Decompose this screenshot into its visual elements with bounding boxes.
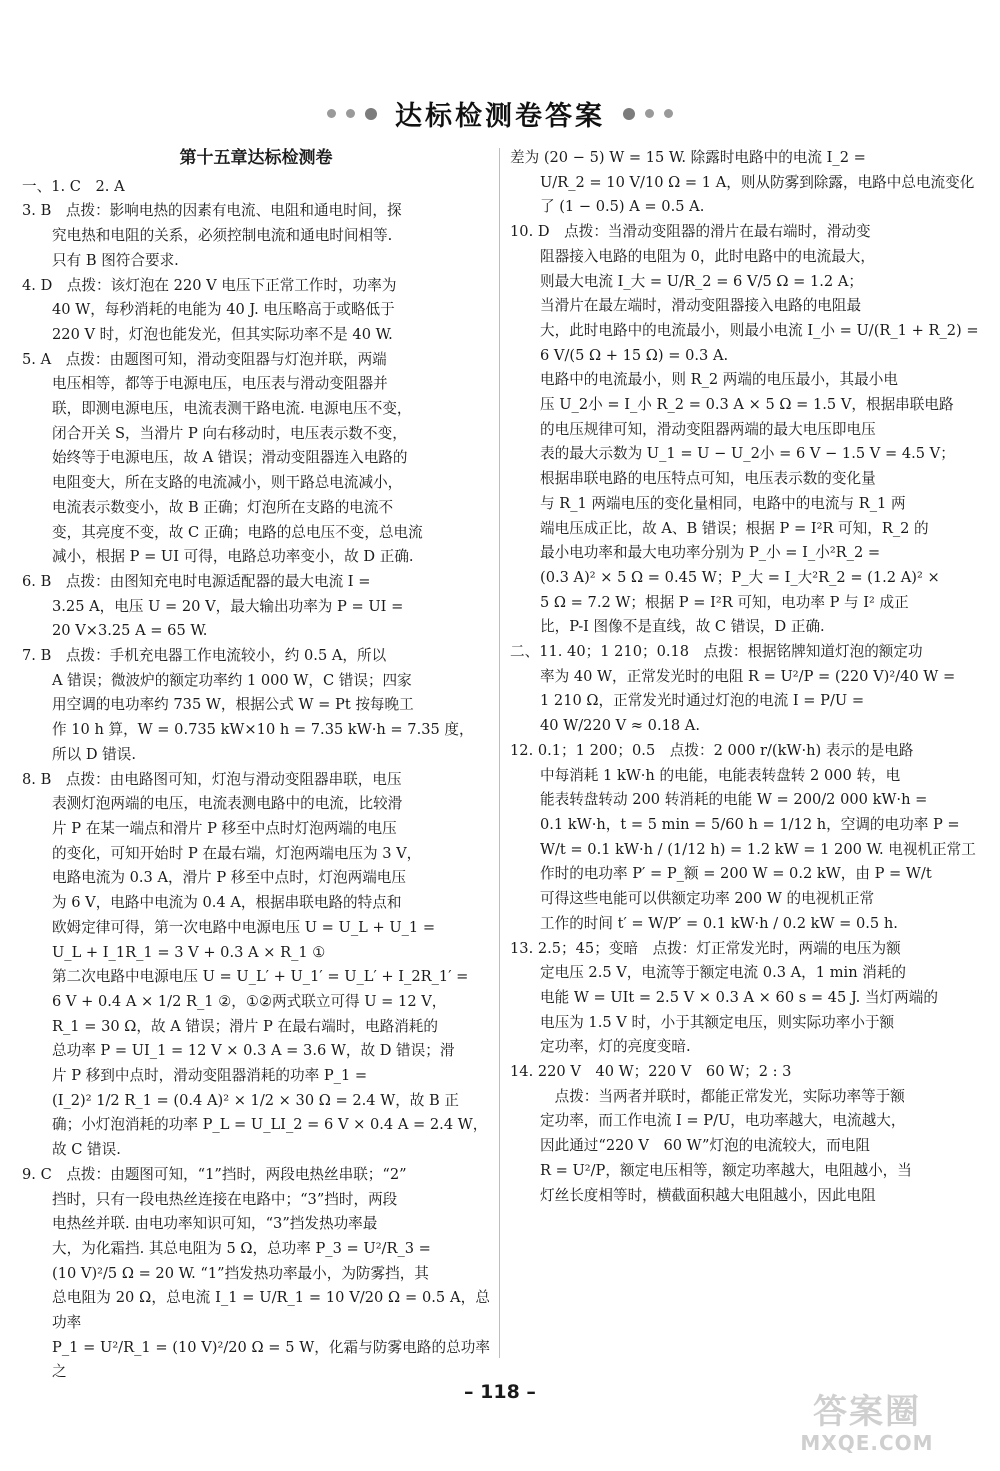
answer-line: R_1 = 30 Ω，故 A 错误；滑片 P 在最右端时，电路消耗的 [52, 1017, 438, 1035]
answer-line: 片 P 在某一端点和滑片 P 移至中点时灯泡两端的电压 [52, 819, 397, 837]
answer-line: 确；小灯泡消耗的功率 P_L = U_LI_2 = 6 V × 0.4 A = 2.4 W， [52, 1116, 488, 1134]
answer-line: 8. B 点拨：由电路图可知，灯泡与滑动变阻器串联，电压 [22, 770, 402, 788]
answer-line: 4. D 点拨：该灯泡在 220 V 电压下正常工作时，功率为 [22, 276, 397, 294]
answer-line: 中每消耗 1 kW·h 的电能，电能表转盘转 2 000 转，电 [540, 766, 901, 784]
answer-line: 14. 220 V 40 W；220 V 60 W；2 : 3 [510, 1063, 792, 1081]
answer-line: 差为 (20 − 5) W = 15 W. 除露时电路中的电流 I_2 = [510, 149, 866, 166]
answer-line: 20 V×3.25 A = 65 W. [52, 622, 208, 640]
answer-line: 变，其亮度不变，故 C 正确；电路的总电压不变，总电流 [52, 523, 423, 541]
answer-line: 比，P-I 图像不是直线，故 C 错误，D 正确. [540, 618, 825, 636]
answer-line: 灯丝长度相等时，横截面积越大电阻越小，因此电阻 [540, 1186, 876, 1204]
answer-line: 总电阻为 20 Ω，总电流 I_1 = U/R_1 = 10 V/20 Ω = 0.5 A，总功率 [52, 1289, 490, 1332]
decor-dot-icon [327, 109, 336, 118]
answer-item [22, 644, 490, 768]
left-column [22, 146, 490, 1385]
answer-line: 欧姆定律可得，第一次电路中电源电压 U = U_L + U_1 = [52, 918, 436, 936]
answer-item [510, 146, 980, 220]
answer-line: 则最大电流 I_大 = U/R_2 = 6 V/5 Ω = 1.2 A； [540, 272, 863, 290]
answer-line: 3.25 A，电压 U = 20 V，最大输出功率为 P = UI = [52, 597, 404, 615]
answer-line: 表测灯泡两端的电压，电流表测电路中的电流，比较滑 [52, 795, 403, 813]
answer-line: 6 V/(5 Ω + 15 Ω) = 0.3 A. [540, 346, 729, 364]
decor-dot-icon [365, 108, 377, 120]
answer-line: 压 U_2小 = I_小 R_2 = 0.3 A × 5 Ω = 1.5 V，根据串联电路 [540, 396, 954, 414]
column-divider [499, 148, 500, 1358]
answer-line: 第二次电路中电源电压 U = U_L′ + U_1′ = U_L′ + I_2R_1′ = [52, 968, 469, 986]
answer-item [22, 768, 490, 1163]
answer-line: 因此通过“220 V 60 W”灯泡的电流较大，而电阻 [540, 1137, 870, 1155]
answer-line: 1 210 Ω，正常发光时通过灯泡的电流 I = P/U = [540, 692, 865, 710]
watermark-text: 答案圈 [813, 1392, 921, 1432]
answer-line: 根据串联电路的电压特点可知，电压表示数的变化量 [540, 470, 876, 488]
answer-line: 5. A 点拨：由题图可知，滑动变阻器与灯泡并联，两端 [22, 350, 387, 368]
answer-line: 故 C 错误. [52, 1141, 121, 1159]
answer-line: 作时的电功率 P′ = P_额 = 200 W = 0.2 kW，由 P = W/t [540, 865, 932, 883]
answer-line: 率为 40 W，正常发光时的电阻 R = U²/P = (220 V)²/40 W = [540, 667, 956, 685]
watermark-url: MXQE.COM [800, 1431, 934, 1455]
answer-line: 能表转盘转动 200 转消耗的电能 W = 200/2 000 kW·h = [540, 791, 928, 809]
answer-line: 端电压成正比，故 A、B 错误；根据 P = I²R 可知，R_2 的 [540, 519, 929, 537]
answer-line: 挡时，只有一段电热丝连接在电路中；“3”挡时，两段 [52, 1190, 398, 1208]
answer-line: 联，即测电源电压，电流表测干路电流. 电源电压不变， [52, 400, 412, 418]
decor-dot-icon [664, 109, 673, 118]
decor-dot-icon [623, 108, 635, 120]
answer-line: 表的最大示数为 U_1 = U − U_2小 = 6 V − 1.5 V = 4.5 V； [540, 445, 955, 463]
answer-line: 的电压规律可知，滑动变阻器两端的最大电压即电压 [540, 420, 876, 438]
answer-line: 定功率，灯的亮度变暗. [540, 1038, 691, 1056]
answer-item [22, 175, 490, 200]
answer-line: R = U²/P，额定电压相等，额定功率越大，电阻越小，当 [540, 1161, 912, 1179]
answer-line: 工作的时间 t′ = W/P′ = 0.1 kW·h / 0.2 kW = 0.5 h. [540, 914, 898, 932]
answer-line: 5 Ω = 7.2 W；根据 P = I²R 可知，电功率 P 与 I² 成正 [540, 593, 909, 611]
page-title: 达标检测卷答案 [395, 101, 605, 132]
answer-line: 10. D 点拨：当滑动变阻器的滑片在最右端时，滑动变 [510, 223, 871, 241]
answer-item [510, 937, 980, 1061]
answer-line: 电压为 1.5 V 时，小于其额定电压，则实际功率小于额 [540, 1013, 895, 1031]
decor-dot-icon [346, 109, 355, 118]
answer-line: 电路电流为 0.3 A，滑片 P 移至中点时，灯泡两端电压 [52, 869, 407, 887]
decor-dot-icon [645, 109, 654, 118]
answer-line: 究电热和电阻的关系，必须控制电流和通电时间相等. [52, 227, 393, 245]
answer-line: 当滑片在最左端时，滑动变阻器接入电路的电阻最 [540, 297, 862, 315]
answer-line: P_1 = U²/R_1 = (10 V)²/20 Ω = 5 W，化霜与防雾电路的总功率之 [52, 1338, 490, 1381]
page-header [0, 94, 1000, 133]
answer-line: 0.1 kW·h，t = 5 min = 5/60 h = 1/12 h，空调的电功率 P = [540, 815, 960, 833]
answer-line: 定电压 2.5 V，电流等于额定电流 0.3 A，1 min 消耗的 [540, 964, 907, 982]
answer-line: 电路中的电流最小，则 R_2 两端的电压最小，其最小电 [540, 371, 898, 389]
answer-line: 大，为化霜挡. 其总电阻为 5 Ω，总功率 P_3 = U²/R_3 = [52, 1239, 431, 1257]
answer-line: 13. 2.5；45；变暗 点拨：灯正常发光时，两端的电压为额 [510, 939, 901, 957]
answer-line: 220 V 时，灯泡也能发光，但其实际功率不是 40 W. [52, 325, 393, 343]
answer-line: 40 W/220 V ≈ 0.18 A. [540, 717, 700, 735]
answer-line: 用空调的电功率约 735 W，根据公式 W = Pt 按每晚工 [52, 696, 414, 714]
answer-line: 所以 D 错误. [52, 745, 136, 763]
answer-line: 电阻变大，所在支路的电流减小，则干路总电流减小， [52, 474, 403, 492]
answer-line: 为 6 V，电路中电流为 0.4 A，根据串联电路的特点和 [52, 894, 402, 912]
answer-line: 7. B 点拨：手机充电器工作电流较小，约 0.5 A，所以 [22, 647, 387, 665]
answer-item [510, 220, 980, 640]
answer-line: 12. 0.1；1 200；0.5 点拨：2 000 r/(kW·h) 表示的是电路 [510, 741, 914, 759]
answer-line: 一、1. C 2. A [22, 177, 125, 195]
answer-line: 与 R_1 两端电压的变化量相同，电路中的电流与 R_1 两 [540, 494, 906, 512]
answer-line: (10 V)²/5 Ω = 20 W. “1”挡发热功率最小，为防雾挡，其 [52, 1264, 429, 1282]
answer-line: 的变化，可知开始时 P 在最右端，灯泡两端电压为 3 V， [52, 844, 422, 862]
page-number: – 118 – [464, 1381, 536, 1403]
answer-line: (I_2)² 1/2 R_1 = (0.4 A)² × 1/2 × 30 Ω = 2.4 W，故 B 正 [52, 1091, 459, 1109]
answer-line: U/R_2 = 10 V/10 Ω = 1 A，则从防雾到除露，电路中总电流变化 [540, 173, 975, 191]
answer-line: 9. C 点拨：由题图可知，“1”挡时，两段电热丝串联；“2” [22, 1165, 407, 1183]
answer-item [22, 274, 490, 348]
answer-item [510, 1060, 980, 1208]
answer-line: 总功率 P = UI_1 = 12 V × 0.3 A = 3.6 W，故 D 错误；滑 [52, 1042, 455, 1060]
watermark-logo [762, 1392, 972, 1462]
answer-line: 定功率，而工作电流 I = P/U，电功率越大，电流越大， [540, 1112, 906, 1130]
answer-line: 最小电功率和最大电功率分别为 P_小 = I_小²R_2 = [540, 544, 881, 562]
answer-line: 大，此时电路中的电流最小，则最小电流 I_小 = U/(R_1 + R_2) = [540, 321, 979, 339]
answer-line: 始终等于电源电压，故 A 错误；滑动变阻器连入电路的 [52, 449, 408, 467]
answer-item [22, 1163, 490, 1385]
answer-line: 6. B 点拨：由图知充电时电源适配器的最大电流 I = [22, 572, 371, 590]
answer-line: 了 (1 − 0.5) A = 0.5 A. [540, 198, 705, 216]
answer-line: 片 P 移到中点时，滑动变阻器消耗的功率 P_1 = [52, 1067, 368, 1085]
answer-line: 二、11. 40；1 210；0.18 点拨：根据铭牌知道灯泡的额定功 [510, 643, 923, 661]
answer-line: 40 W，每秒消耗的电能为 40 J. 电压略高于或略低于 [52, 301, 395, 319]
answer-item [510, 640, 980, 739]
answer-line: 点拨：当两者并联时，都能正常发光，实际功率等于额 [540, 1087, 905, 1105]
right-column [510, 146, 980, 1208]
answer-line: 电热丝并联. 由电功率知识可知，“3”挡发热功率最 [52, 1215, 378, 1233]
answer-line: 只有 B 图符合要求. [52, 251, 179, 269]
answer-line: 阻器接入电路的电阻为 0，此时电路中的电流最大， [540, 247, 875, 265]
answer-line: W/t = 0.1 kW·h / (1/12 h) = 1.2 kW = 1 200 W. 电视机正常工 [540, 840, 976, 858]
answer-line: 电压相等，都等于电源电压，电压表与滑动变阻器并 [52, 375, 388, 393]
chapter-title: 第十五章达标检测卷 [179, 148, 333, 168]
answer-line: (0.3 A)² × 5 Ω = 0.45 W；P_大 = I_大²R_2 = (1.2 A)² × [540, 568, 940, 586]
answer-item [22, 570, 490, 644]
answer-line: 闭合开关 S，当滑片 P 向右移动时，电压表示数不变， [52, 424, 407, 442]
answer-line: 电能 W = UIt = 2.5 V × 0.3 A × 60 s = 45 J. 当灯两端的 [540, 988, 938, 1006]
answer-line: 电流表示数变小，故 B 正确；灯泡所在支路的电流不 [52, 498, 394, 516]
answer-line: 可得这些电能可以供额定功率 200 W 的电视机正常 [540, 890, 875, 908]
answer-item [22, 199, 490, 273]
answer-item [510, 739, 980, 937]
answer-line: 减小，根据 P = UI 可得，电路总功率变小，故 D 正确. [52, 548, 414, 566]
answer-line: 6 V + 0.4 A × 1/2 R_1 ②，①②两式联立可得 U = 12 V， [52, 992, 447, 1010]
answer-line: 作 10 h 算，W = 0.735 kW×10 h = 7.35 kW·h = 7.35 度， [52, 721, 474, 739]
answer-line: 3. B 点拨：影响电热的因素有电流、电阻和通电时间，探 [22, 202, 402, 220]
answer-line: A 错误；微波炉的额定功率约 1 000 W，C 错误；四家 [52, 671, 412, 689]
answer-line: U_L + I_1R_1 = 3 V + 0.3 A × R_1 ① [52, 943, 326, 961]
answer-item [22, 348, 490, 570]
